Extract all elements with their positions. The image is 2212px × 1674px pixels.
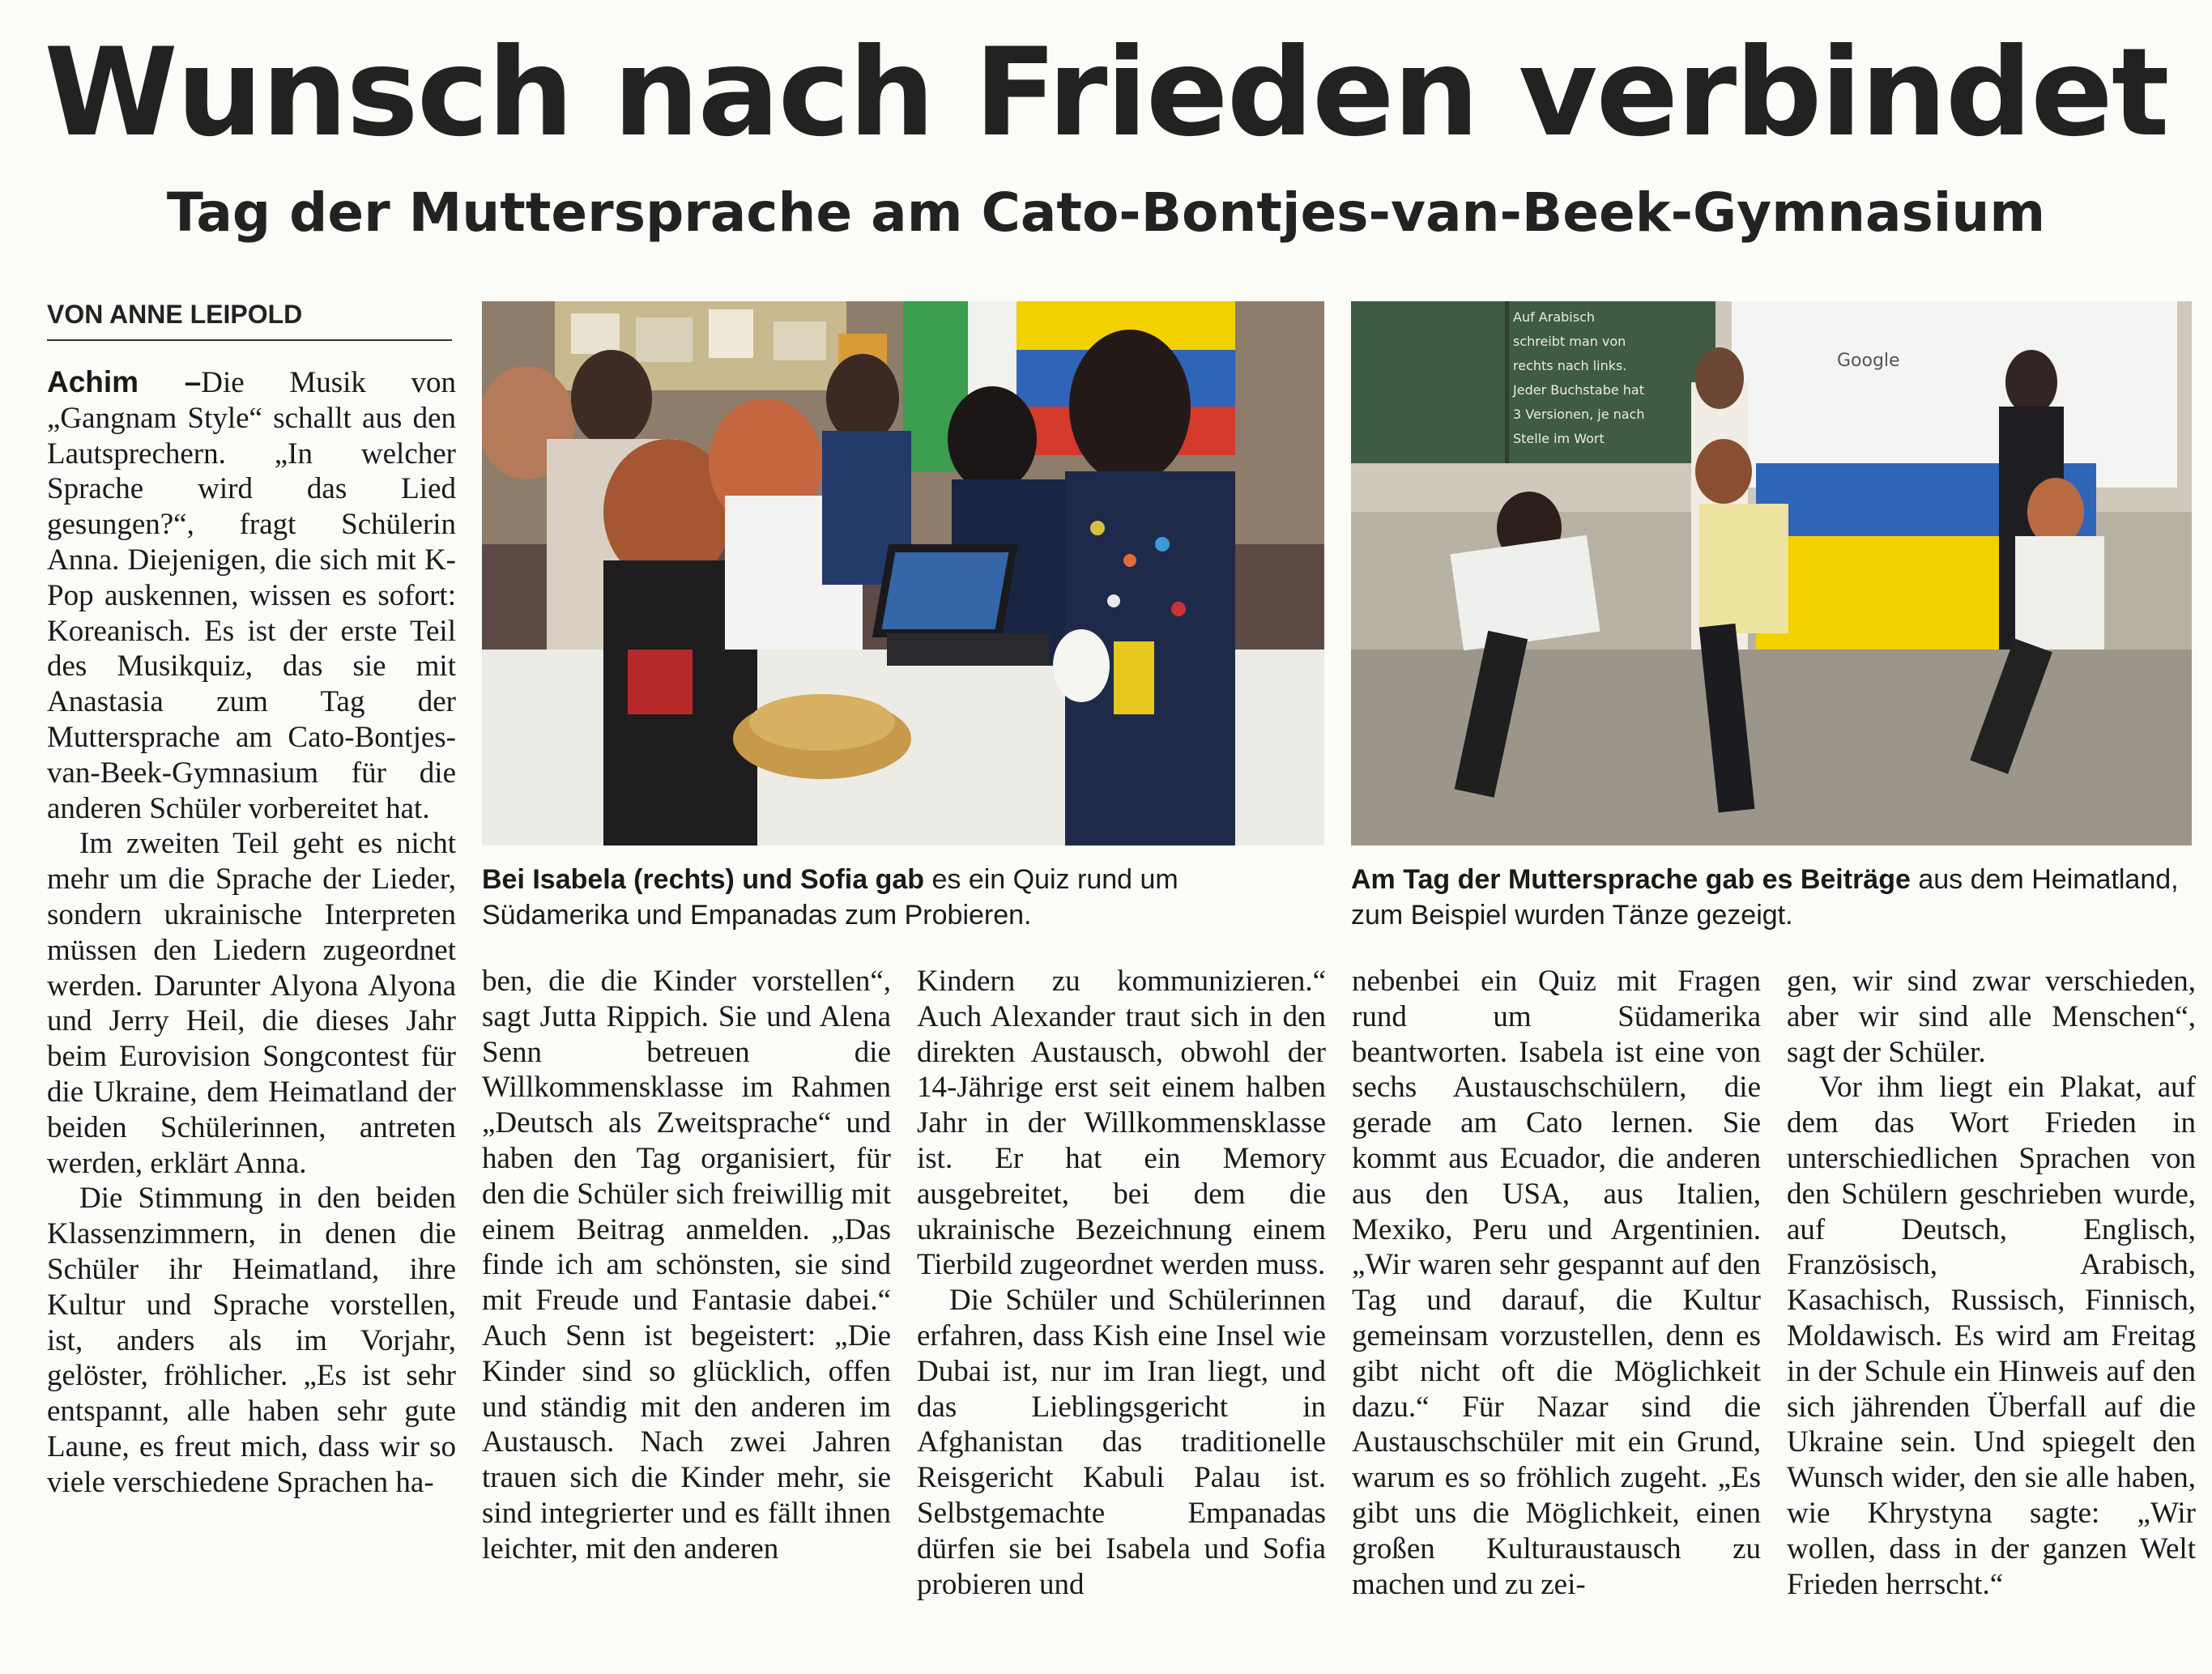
photo-caption-2 xyxy=(1351,862,2197,933)
article-column-3 xyxy=(917,964,1326,1644)
photo-classroom-quiz-image xyxy=(482,301,1324,846)
blackboard-line-1: Auf Arabisch xyxy=(1513,309,1596,325)
photo-caption-2-bold: Am Tag der Muttersprache gab es Beiträge xyxy=(1351,864,1911,895)
paragraph-5: Vor ihm liegt ein Plakat, auf dem das Wort Frieden in unterschiedlichen Sprachen von den Schülern geschrieben wurde, auf Deutsch, Englisch, Französisch, Arabisch, Kasachisch, Russisch, Finnisch, Moldawisch. Es wird am Freitag in der Schule ein Hinweis auf den sich jährenden Überfall auf die Ukraine sein. Und spiegelt den Wunsch wider, den sie alle haben, wie Khrystyna sagte: „Wir wollen, dass in der ganzen Welt Frieden herrscht.“ xyxy=(1787,1071,2196,1601)
paragraph-3-end: Kindern zu kommunizieren.“ Auch Alexander traut sich in den direkten Austausch, obwohl der 14-Jährige erst seit einem halben Jahr in der Willkommensklasse ist. Er hat ein Memory ausgebreitet, bei dem die ukrainische Bezeichnung einem Tierbild zugeordnet werden muss. xyxy=(917,965,1326,1282)
blackboard-line-5: 3 Versionen, je nach xyxy=(1513,407,1645,422)
photo-classroom-quiz xyxy=(482,301,1324,846)
paragraph-4-continued: nebenbei ein Quiz mit Fragen rund um Südamerika beantworten. Isabela ist eine von sechs Austauschschülern, die gerade am Cato lernen. Sie kommt aus Ecuador, die anderen aus den USA, aus Italien, Mexiko, Peru und Argentinien. „Wir waren sehr gespannt auf den Tag und darauf, die Kultur gemeinsam vorzustellen, denn es gibt nicht oft die Möglichkeit dazu.“ Für Nazar sind die Austauschschüler mit ein Grund, warum es so fröhlich zugeht. „Es gibt uns die Möglichkeit, einen großen Kulturaustausch zu machen und zu zei- xyxy=(1352,965,1761,1601)
photo-caption-2-text: aus dem Heimatland, zum Beispiel wurden Tänze gezeigt. xyxy=(1351,864,2179,931)
projector-screen-text: Google xyxy=(1837,351,1900,371)
paragraph-4-end: gen, wir sind zwar verschieden, aber wir sind alle Menschen“, sagt der Schüler. xyxy=(1787,965,2196,1069)
headline: Wunsch nach Frieden verbindet xyxy=(44,23,2168,164)
article-column-4 xyxy=(1352,964,1761,1644)
blackboard-line-6: Stelle im Wort xyxy=(1513,431,1605,446)
byline: VON ANNE LEIPOLD xyxy=(47,300,452,341)
paragraph-3-start: Die Stimmung in den beiden Klassenzimmern, in denen die Schüler ihr Heimatland, ihre Kultur und Sprache vorstellen, ist, anders als im Vorjahr, gelöster, fröhlicher. „Es ist sehr entspannt, alle haben sehr gute Laune, es freut mich, dass wir so viele verschiedene Sprachen ha- xyxy=(47,1182,456,1499)
article-column-5 xyxy=(1787,964,2196,1644)
paragraph-2: Im zweiten Teil geht es nicht mehr um die Sprache der Lieder, sondern ukrainische Interpreten müssen den Liedern zugeordnet werden. Darunter Alyona Alyona und Jerry Heil, die dieses Jahr beim Eurovision Songcontest für die Ukraine, dem Heimatland der beiden Schülerinnen, antreten werden, erklärt Anna. xyxy=(47,827,456,1180)
paragraph-3-continued: ben, die die Kinder vorstellen“, sagt Jutta Rippich. Sie und Alena Senn betreuen die Willkommensklasse im Rahmen „Deutsch als Zweitsprache“ und haben den Tag organisiert, für den die Schüler sich freiwillig mit einem Beitrag anmelden. „Das finde ich am schönsten, sie sind mit Freude und Fantasie dabei.“ Auch Senn ist begeistert: „Die Kinder sind so glücklich, offen und ständig mit den anderen im Austausch. Nach zwei Jahren trauen sich die Kinder mehr, sie sind integrierter und es fällt ihnen leichter, mit den anderen xyxy=(482,965,891,1565)
photo-dance-image xyxy=(1351,301,2192,846)
photo-caption-1 xyxy=(482,862,1328,933)
paragraph-1 xyxy=(47,364,456,826)
photo-caption-1-text: es ein Quiz rund um Südamerika und Empanadas zum Probieren. xyxy=(482,864,1178,931)
blackboard-line-3: rechts nach links. xyxy=(1513,358,1627,373)
dateline: Achim – xyxy=(47,365,202,398)
paragraph-4-start: Die Schüler und Schülerinnen erfahren, dass Kish eine Insel wie Dubai ist, nur im Iran liegt, und das Lieblingsgericht in Afghanistan das traditionelle Reisgericht Kabuli Palau ist. Selbstgemachte Empanadas dürfen sie bei Isabela und Sofia probieren und xyxy=(917,1284,1326,1601)
paragraph-1-text: Die Musik von „Gangnam Style“ schallt aus den Lautsprechern. „In welcher Sprache wird das Lied gesungen?“, fragt Schülerin Anna. Diejenigen, die sich mit K-Pop auskennen, wissen es sofort: Koreanisch. Es ist der erste Teil des Musikquiz, das sie mit Anastasia zum Tag der Muttersprache am Cato-Bontjes-van-Beek-Gymnasium für die anderen Schüler vorbereitet hat. xyxy=(47,366,456,825)
article-column-2 xyxy=(482,964,891,1644)
photo-caption-1-bold: Bei Isabela (rechts) und Sofia gab xyxy=(482,864,925,895)
photo-dance xyxy=(1351,301,2192,846)
blackboard-line-2: schreibt man von xyxy=(1513,334,1626,349)
subheadline: Tag der Muttersprache am Cato-Bontjes-van-Beek-Gymnasium xyxy=(166,181,2046,244)
article-column-1 xyxy=(47,364,456,1644)
blackboard-line-4: Jeder Buchstabe hat xyxy=(1513,382,1644,398)
